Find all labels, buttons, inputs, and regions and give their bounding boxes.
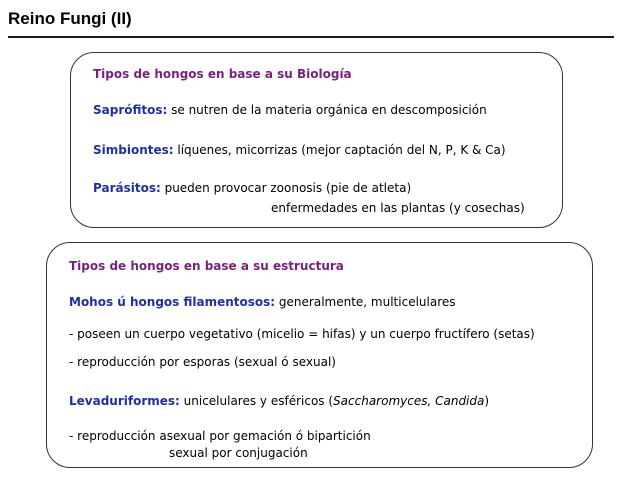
biologia-heading: Tipos de hongos en base a su Biología bbox=[93, 67, 352, 81]
simbiontes-term: Simbiontes: bbox=[93, 143, 174, 157]
levaduriformes-close: ) bbox=[484, 394, 490, 408]
biologia-box bbox=[70, 52, 563, 228]
levaduriformes-line bbox=[69, 394, 489, 408]
mohos-term: Mohos ú hongos filamentosos: bbox=[69, 295, 276, 309]
levaduriformes-text: unicelulares y esféricos ( bbox=[179, 394, 334, 408]
saprofitos-text: se nutren de la materia orgánica en descomposición bbox=[167, 103, 487, 117]
mohos-detail-2: - reproducción por esporas (sexual ó sexual) bbox=[69, 355, 336, 369]
saprofitos-line bbox=[93, 103, 487, 117]
title-divider bbox=[8, 36, 614, 38]
slide-title: Reino Fungi (II) bbox=[8, 9, 132, 28]
mohos-detail-1: - poseen un cuerpo vegetativo (micelio = hifas) y un cuerpo fructífero (setas) bbox=[69, 327, 535, 341]
parasitos-text: pueden provocar zoonosis (pie de atleta) bbox=[160, 181, 412, 195]
levaduriformes-examples: Saccharomyces, Candida bbox=[333, 394, 485, 408]
levaduriformes-term: Levaduriformes: bbox=[69, 394, 180, 408]
simbiontes-text: líquenes, micorrizas (mejor captación del N, P, K & Ca) bbox=[173, 143, 506, 157]
levaduriformes-detail-1: - reproducción asexual por gemación ó bipartición bbox=[69, 429, 371, 443]
mohos-line bbox=[69, 295, 456, 309]
parasitos-term: Parásitos: bbox=[93, 181, 161, 195]
parasitos-continuation: enfermedades en las plantas (y cosechas) bbox=[271, 201, 525, 215]
simbiontes-line bbox=[93, 143, 506, 157]
parasitos-line bbox=[93, 181, 411, 195]
mohos-text: generalmente, multicelulares bbox=[275, 295, 456, 309]
estructura-box bbox=[46, 242, 593, 468]
saprofitos-term: Saprófitos: bbox=[93, 103, 168, 117]
levaduriformes-detail-2: sexual por conjugación bbox=[169, 446, 308, 460]
estructura-heading: Tipos de hongos en base a su estructura bbox=[69, 259, 344, 273]
